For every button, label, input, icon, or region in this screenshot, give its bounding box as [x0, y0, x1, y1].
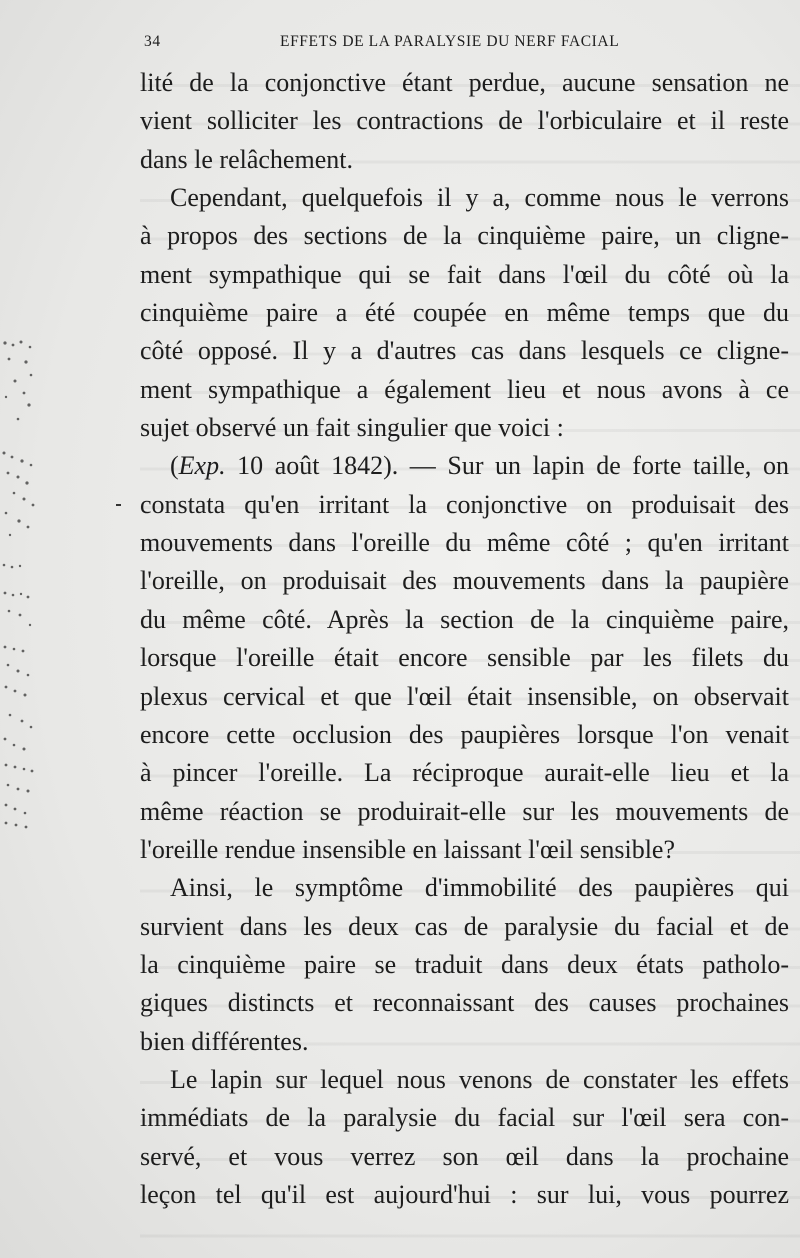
text-line	[140, 524, 789, 562]
text-line-content: constata qu'en irritant la conjonctive on produisait des	[140, 489, 789, 519]
running-head	[140, 33, 795, 57]
text-line-content: Ainsi, le symptôme d'immobilité des paupières qui	[170, 873, 789, 903]
text-line-content: lorsque l'oreille était encore sensible par les filets du	[140, 643, 789, 673]
text-line	[140, 1061, 789, 1099]
text-line	[140, 639, 789, 677]
text-line-content: dans le relâchement.	[140, 144, 353, 174]
text-line-content: immédiats de la paralysie du facial sur l'œil sera con-	[140, 1103, 789, 1133]
text-line-content: Cependant, quelquefois il y a, comme nous le verrons	[170, 183, 789, 213]
binding-holes-decoration	[0, 335, 44, 835]
text-line-content: sujet observé un fait singulier que voici :	[140, 413, 564, 443]
ink-speck	[116, 504, 121, 506]
text-line-content: bien différentes.	[140, 1026, 309, 1056]
text-line	[140, 1176, 789, 1214]
text-line	[140, 332, 789, 370]
text-line-content: leçon tel qu'il est aujourd'hui : sur lui, vous pourrez	[140, 1179, 789, 1209]
text-line-content: mouvements dans l'oreille du même côté ; qu'en irritant	[140, 528, 789, 558]
body-text	[140, 64, 789, 1214]
text-line	[140, 716, 789, 754]
text-line	[140, 102, 789, 140]
text-line	[140, 179, 789, 217]
text-line-content: 10 août 1842). — Sur un lapin de forte taille, on	[225, 451, 789, 481]
text-line	[140, 562, 789, 600]
text-line-content: à pincer l'oreille. La réciproque aurait-elle lieu et la	[140, 758, 789, 788]
text-line	[140, 217, 789, 255]
text-line-content: lité de la conjonctive étant perdue, aucune sensation ne	[140, 68, 789, 97]
text-line	[140, 447, 789, 485]
text-line-content: côté opposé. Il y a d'autres cas dans lesquels ce cligne-	[140, 336, 789, 366]
text-line	[140, 984, 789, 1022]
text-line	[140, 601, 789, 639]
text-line-prefix: (	[170, 451, 179, 481]
text-line-content: ment sympathique qui se fait dans l'œil du côté où la	[140, 259, 789, 289]
running-title: EFFETS DE LA PARALYSIE DU NERF FACIAL	[280, 33, 620, 50]
text-line	[140, 754, 789, 792]
italic-abbrev: Exp.	[178, 451, 226, 481]
text-line-content: à propos des sections de la cinquième paire, un cligne-	[140, 221, 789, 251]
text-line	[140, 371, 789, 409]
text-line-content: cinquième paire a été coupée en même temps que du	[140, 298, 789, 328]
text-line	[140, 1099, 789, 1137]
text-line	[140, 869, 789, 907]
text-line-content: l'oreille rendue insensible en laissant l'œil sensible?	[140, 834, 676, 864]
text-line-content: survient dans les deux cas de paralysie du facial et de	[140, 911, 789, 941]
text-line-content: ment sympathique a également lieu et nous avons à ce	[140, 374, 789, 404]
text-line-content: même réaction se produirait-elle sur les mouvements de	[140, 796, 789, 826]
text-line-content: la cinquième paire se traduit dans deux états patholo-	[140, 949, 789, 979]
text-line-content: servé, et vous verrez son œil dans la prochaine	[140, 1141, 789, 1171]
text-line-content: du même côté. Après la section de la cinquième paire,	[140, 604, 789, 634]
text-line	[140, 64, 789, 102]
text-line-content: l'oreille, on produisait des mouvements dans la paupière	[140, 566, 789, 596]
text-line	[140, 1138, 789, 1176]
text-line	[140, 256, 789, 294]
text-line	[140, 793, 789, 831]
text-line	[140, 908, 789, 946]
text-line-content: encore cette occlusion des paupières lorsque l'on venait	[140, 719, 789, 749]
text-line	[140, 831, 789, 869]
text-line	[140, 294, 789, 332]
text-line	[140, 409, 789, 447]
text-line	[140, 678, 789, 716]
page-number: 34	[144, 33, 161, 50]
text-line-content: Le lapin sur lequel nous venons de constater les effets	[170, 1064, 789, 1094]
text-line	[140, 946, 789, 984]
text-line-content: plexus cervical et que l'œil était insensible, on observait	[140, 681, 789, 711]
text-line	[140, 141, 789, 179]
text-line	[140, 1023, 789, 1061]
text-line	[140, 486, 789, 524]
text-line-content: giques distincts et reconnaissant des causes prochaines	[140, 988, 789, 1018]
text-line-content: vient solliciter les contractions de l'orbiculaire et il reste	[140, 106, 789, 136]
